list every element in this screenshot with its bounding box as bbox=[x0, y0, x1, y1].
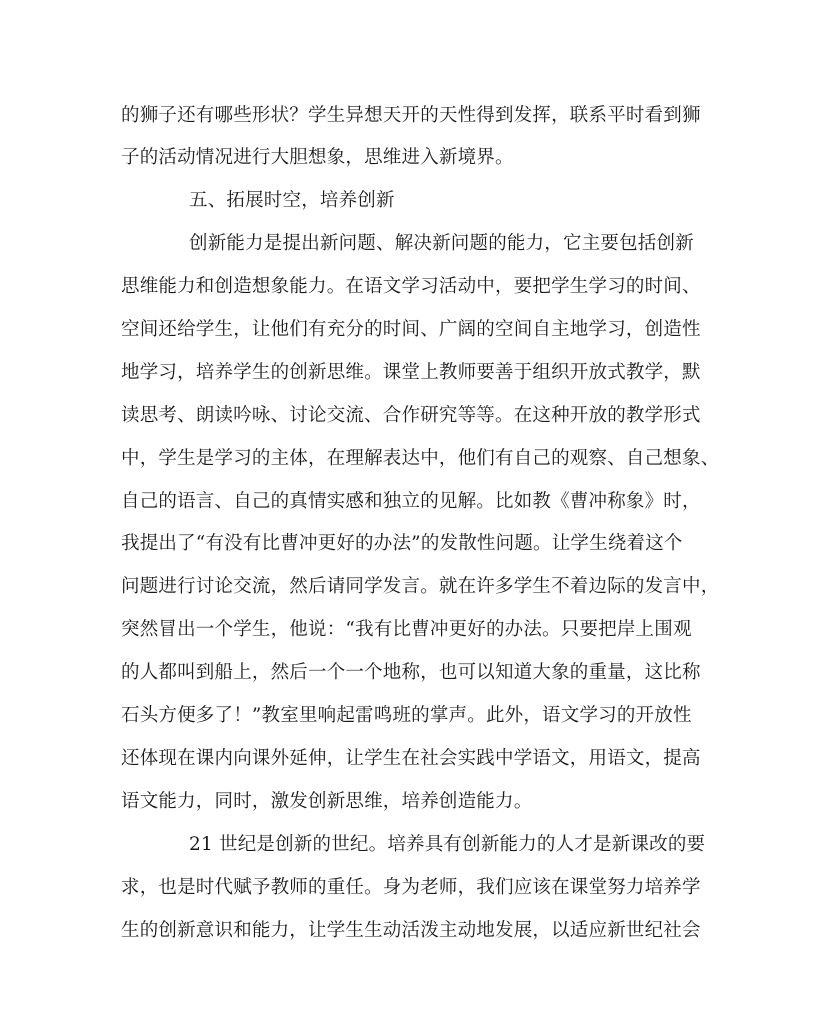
text-line: 石头方便多了！”教室里响起雷鸣班的掌声。此外，语文学习的开放性 bbox=[121, 705, 692, 726]
text-line: 突然冒出一个学生，他说：“我有比曹冲更好的办法。只要把岸上围观 bbox=[121, 619, 692, 640]
text-line: 求，也是时代赋予教师的重任。身为老师，我们应该在课堂努力培养学 bbox=[121, 877, 701, 898]
text-line: 思维能力和创造想象能力。在语文学习活动中，要把学生学习的时间、 bbox=[121, 276, 701, 297]
text-line: 的狮子还有哪些形状？学生异想天开的天性得到发挥，联系平时看到狮 bbox=[121, 105, 701, 126]
paragraph-first-line: 创新能力是提出新问题、解决新问题的能力，它主要包括创新 bbox=[189, 233, 694, 254]
text-line: 地学习，培养学生的创新思维。课堂上教师要善于组织开放式教学，默 bbox=[121, 362, 701, 383]
text-line: 自己的语言、自己的真情实感和独立的见解。比如教《曹冲称象》时， bbox=[121, 491, 701, 512]
section-heading: 五、拓展时空，培养创新 bbox=[189, 190, 395, 211]
text-line: 读思考、朗读吟咏、讨论交流、合作研究等等。在这种开放的教学形式 bbox=[121, 405, 701, 426]
text-line: 空间还给学生，让他们有充分的时间、广阔的空间自主地学习，创造性 bbox=[121, 319, 701, 340]
text-line: 子的活动情况进行大胆想象，思维进入新境界。 bbox=[121, 147, 514, 168]
text-line: 中，学生是学习的主体，在理解表达中，他们有自己的观察、自己想象、 bbox=[121, 448, 720, 469]
text-line: 还体现在课内向课外延伸，让学生在社会实践中学语文，用语文，提高 bbox=[121, 748, 701, 769]
paragraph-first-line: 21 世纪是创新的世纪。培养具有创新能力的人才是新课改的要 bbox=[189, 834, 706, 855]
text-line: 的人都叫到船上，然后一个一个地称，也可以知道大象的重量，这比称 bbox=[121, 662, 701, 683]
text-line: 语文能力，同时，激发创新思维，培养创造能力。 bbox=[121, 791, 533, 812]
text-line: 问题进行讨论交流，然后请同学发言。就在许多学生不着边际的发言中， bbox=[121, 576, 720, 597]
text-line: 生的创新意识和能力，让学生生动活泼主动地发展，以适应新世纪社会 bbox=[121, 920, 701, 941]
text-line: 我提出了“有没有比曹冲更好的办法”的发散性问题。让学生绕着这个 bbox=[121, 533, 683, 554]
